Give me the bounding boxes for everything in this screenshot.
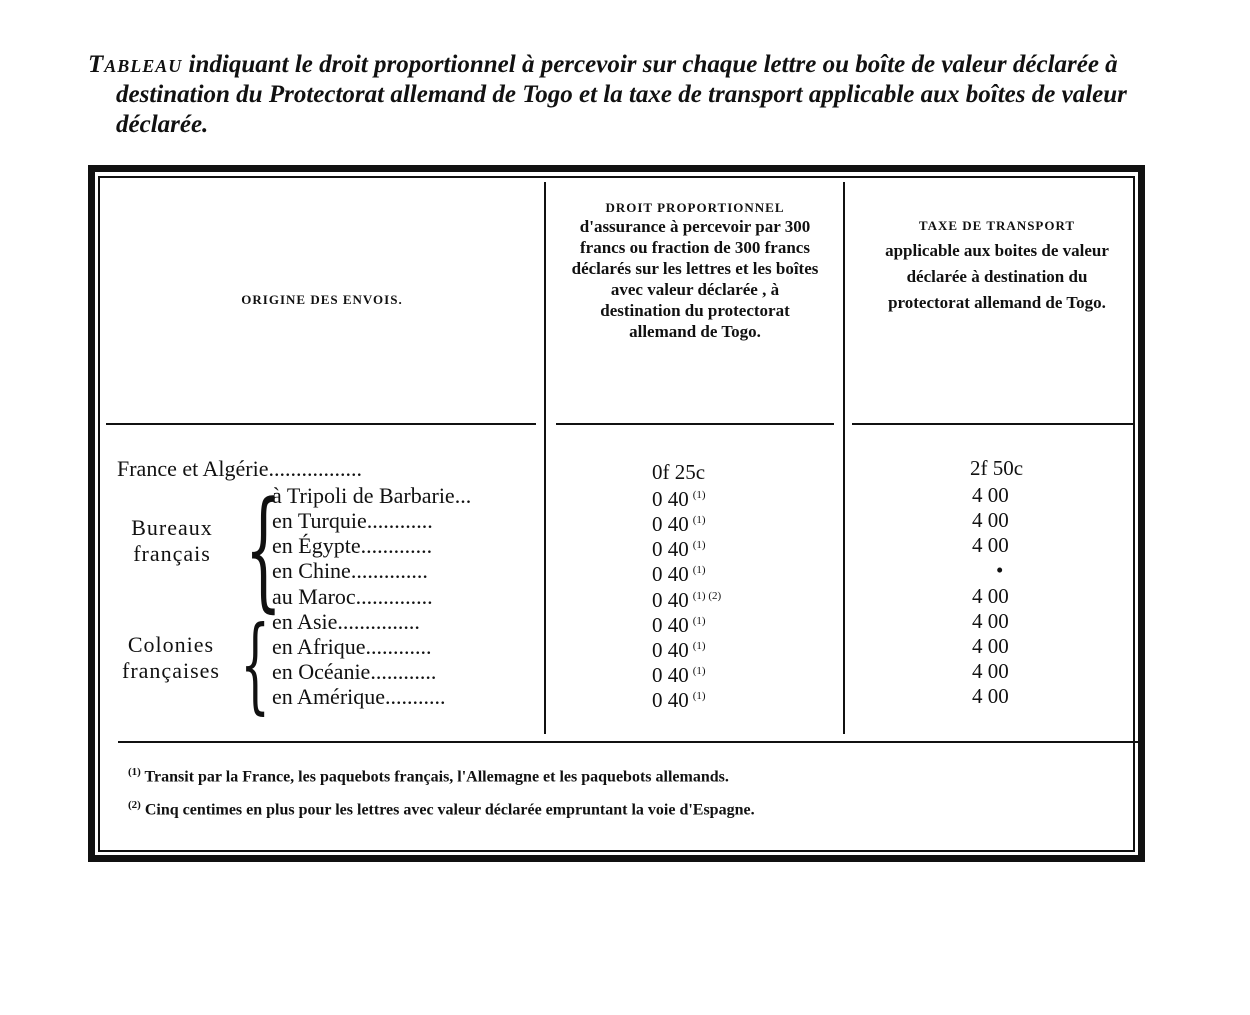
footnote-2-text: Cinq centimes en plus pour les lettres avec valeur déclarée empruntant la voie d'Espagne. <box>144 801 755 819</box>
row-origin: en Asie............... <box>272 609 420 634</box>
header-rule-1 <box>106 423 536 425</box>
brace-bureaux: { <box>244 473 282 625</box>
header-origin: ORIGINE DES ENVOIS. <box>241 292 403 307</box>
row-droit-footnote-mark: (1) <box>692 690 706 702</box>
row-droit-value: 0 40 <box>652 512 689 536</box>
row-droit-footnote-mark: (1) <box>692 615 706 627</box>
row-droit-footnote-mark: (1) <box>692 564 706 576</box>
row-origin: en Égypte............. <box>272 533 433 558</box>
header-rule-3 <box>852 423 1135 425</box>
row-origin: en Amérique........... <box>272 684 446 709</box>
header-droit-title: DROIT PROPORTIONNEL <box>605 200 785 215</box>
row-droit <box>652 456 709 485</box>
row-origin: en Chine.............. <box>272 558 428 583</box>
row-droit-footnote-mark: (1) <box>692 640 706 652</box>
row-taxe: 4 00 <box>972 659 1009 683</box>
row-taxe: 4 00 <box>972 584 1009 608</box>
row-taxe: • <box>996 558 1004 582</box>
row-taxe: 4 00 <box>972 684 1009 708</box>
row-taxe: 4 00 <box>972 609 1009 633</box>
footnote-1-text: Transit par la France, les paquebots français, l'Allemagne et les paquebots allemands. <box>144 768 729 786</box>
column-divider-1 <box>544 182 546 734</box>
row-taxe: 4 00 <box>972 634 1009 658</box>
row-taxe: 4 00 <box>972 533 1009 557</box>
row-droit <box>652 684 706 713</box>
row-droit-value: 0 40 <box>652 638 689 662</box>
row-taxe: 4 00 <box>972 483 1009 507</box>
row-origin: au Maroc.............. <box>272 584 433 609</box>
row-origin: France et Algérie................. <box>117 456 362 481</box>
row-droit-value: 0 40 <box>652 487 689 511</box>
row-origin: à Tripoli de Barbarie... <box>272 483 472 508</box>
row-taxe: 4 00 <box>972 508 1009 532</box>
row-droit-footnote-mark: (1) <box>692 489 706 501</box>
row-droit-value: 0 40 <box>652 537 689 561</box>
header-taxe-body: applicable aux boites de valeur déclarée à destination du protectorat allemand de Togo. <box>885 241 1109 312</box>
row-droit-footnote-mark: (1) (2) <box>692 590 722 602</box>
caption-lead: Tableau <box>88 51 183 78</box>
row-origin: en Océanie............ <box>272 659 437 684</box>
row-taxe: 2f 50c <box>970 456 1024 480</box>
footnote-2-mark: (2) <box>128 799 141 811</box>
row-droit-footnote-mark: (1) <box>692 514 706 526</box>
row-droit-value: 0 40 <box>652 562 689 586</box>
row-droit <box>652 558 706 587</box>
row-droit-value: 0 40 <box>652 663 689 687</box>
header-droit-body: d'assurance à percevoir par 300 francs ou fraction de 300 francs déclarés sur les lettres et les boîtes avec valeur déclarée , à destination du protectorat allemand de Togo. <box>571 217 819 341</box>
brace-colonies: { <box>240 603 270 725</box>
footnote-1 <box>128 766 729 786</box>
row-droit-value: 0 40 <box>652 688 689 712</box>
header-taxe <box>852 218 1142 316</box>
caption-text: indiquant le droit proportionnel à percevoir sur chaque lettre ou boîte de valeur déclarée à destination du Protectorat allemand de Togo et la taxe de transport applicable aux boîtes de valeur déclarée. <box>116 51 1127 138</box>
row-droit-footnote-mark: (1) <box>692 539 706 551</box>
footnote-1-mark: (1) <box>128 766 141 778</box>
group-label-bureaux: Bureaux français <box>131 515 213 566</box>
row-droit-value: 0f 25c <box>652 460 706 484</box>
table-caption <box>88 50 1158 140</box>
row-origin: en Afrique............ <box>272 634 432 659</box>
header-rule-2 <box>556 423 834 425</box>
row-droit-footnote-mark: (1) <box>692 665 706 677</box>
row-droit-value: 0 40 <box>652 588 689 612</box>
header-taxe-title: TAXE DE TRANSPORT <box>918 218 1076 233</box>
header-droit <box>556 200 834 342</box>
column-divider-2 <box>843 182 845 734</box>
row-origin: en Turquie............ <box>272 508 433 533</box>
group-label-colonies: Colonies françaises <box>122 632 220 683</box>
footnote-2 <box>128 799 755 819</box>
notes-rule <box>118 741 1140 743</box>
row-droit-value: 0 40 <box>652 613 689 637</box>
